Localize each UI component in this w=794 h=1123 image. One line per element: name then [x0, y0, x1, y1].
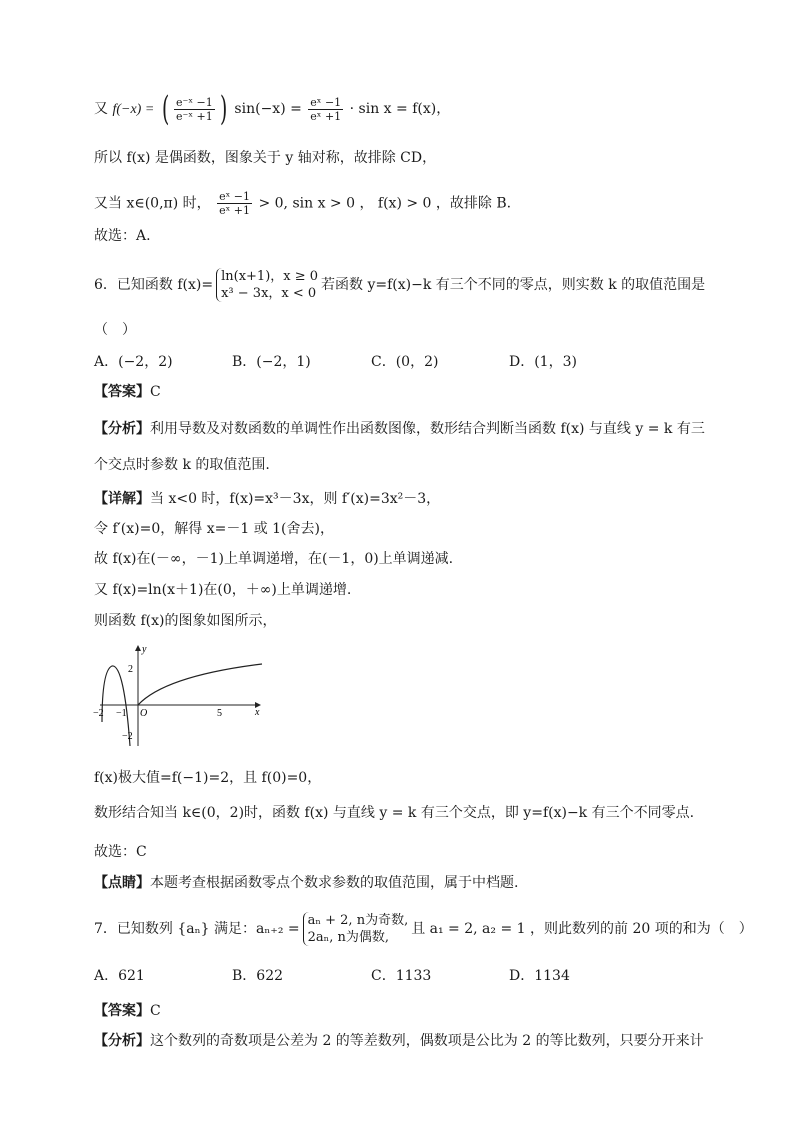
text-line: 所以 f(x) 是偶函数，图象关于 y 轴对称，故排除 CD，: [94, 150, 437, 166]
choice-c: C．1133: [371, 968, 432, 984]
choice-d: D．1134: [509, 968, 570, 984]
detail-line: 数形结合知当 k∈(0，2)时，函数 f(x) 与直线 y = k 有三个交点，即 y=f(x)−k 有三个不同零点.: [94, 805, 695, 821]
fraction: $\frac{\text{eˣ −1}}{\text{eˣ +1}}$: [310, 95, 342, 123]
detail-line: 故选：C: [94, 844, 147, 860]
detail-line: 令 f′(x)=0，解得 x=－1 或 1(舍去)，: [94, 521, 334, 537]
detail-line: 则函数 f(x)的图象如图所示，: [94, 613, 277, 629]
answer-line: 【答案】C: [94, 384, 161, 400]
choice-a: A．621: [94, 968, 145, 984]
formula-line-f-neg-x: 又 f(−x) = ( $\frac{\text{e⁻ˣ −1}}{\text{e⁻ˣ +1}}$ ) sin(−x) = $\frac{\text{eˣ −1}}{\text{eˣ +1}}$ · sin x = f(x)，: [94, 89, 451, 129]
function-graph: [90, 642, 270, 750]
analysis-line: 【分析】利用导数及对数函数的单调性作出函数图像，数形结合判断当函数 f(x) 与直线 y = k 有三: [94, 421, 705, 437]
choice-b: B．(−2，1): [232, 354, 311, 370]
log-branch: [138, 664, 262, 705]
detail-line: 又 f(x)=ln(x＋1)在(0，＋∞)上单调递增.: [94, 582, 352, 598]
tick-x-5: 5: [217, 708, 222, 719]
choice-a: A．(−2，2): [94, 354, 173, 370]
detail-line: f(x)极大值=f(−1)=2，且 f(0)=0，: [94, 770, 322, 786]
tick-x-neg2: −2: [93, 708, 104, 719]
fraction: $\frac{\text{eˣ −1}}{\text{eˣ +1}}$: [219, 190, 250, 217]
analysis-line: 【分析】这个数列的奇数项是公差为 2 的等差数列，偶数项是公比为 2 的等比数列，只要分开来计: [94, 1033, 704, 1049]
choice-b: B．622: [232, 968, 284, 984]
x-label: x: [255, 707, 260, 718]
piecewise-brace: ln(x+1)，x ≥ 0 x³ − 3x，x < 0: [216, 268, 318, 302]
choice-c: C．(0，2): [371, 354, 439, 370]
tick-y-neg2: −2: [122, 731, 133, 742]
detail-line: 【详解】当 x<0 时，f(x)=x³－3x，则 f′(x)=3x²－3，: [94, 491, 441, 507]
tick-y-2: 2: [128, 664, 133, 675]
question-6-paren: （ ）: [94, 322, 136, 338]
origin-label: O: [140, 708, 148, 719]
piecewise-brace: aₙ + 2, n为奇数, 2aₙ, n为偶数,: [303, 912, 409, 946]
text-line: 故选：A.: [94, 228, 151, 244]
question-6-stem: 6．已知函数 f(x)= ln(x+1)，x ≥ 0 x³ − 3x，x < 0 若函数 y=f(x)−k 有三个不同的零点，则实数 k 的取值范围是: [94, 269, 706, 301]
detail-line: 故 f(x)在(－∞，－1)上单调递增，在(－1，0)上单调递减.: [94, 551, 454, 567]
formula-line-positive: 又当 x∈(0,π) 时， $\frac{\text{eˣ −1}}{\text{eˣ +1}}$ > 0, sin x > 0 ， f(x) > 0 ，故排除 B.: [94, 190, 512, 217]
question-7-stem: 7．已知数列 {aₙ} 满足：aₙ₊₂ = aₙ + 2, n为奇数, 2aₙ, n为偶数, 且 a₁ = 2, a₂ = 1 ，则此数列的前 20 项的和为（ ）: [94, 913, 753, 945]
comment-line: 【点睛】本题考查根据函数零点个数求参数的取值范围，属于中档题.: [94, 875, 519, 891]
fraction: $\frac{\text{e⁻ˣ −1}}{\text{e⁻ˣ +1}}$: [176, 95, 213, 123]
answer-line: 【答案】C: [94, 1003, 161, 1019]
tick-x-neg1: −1: [116, 708, 127, 719]
analysis-line-2: 个交点时参数 k 的取值范围.: [94, 457, 270, 473]
y-label: y: [142, 644, 147, 655]
choice-d: D．(1，3): [509, 354, 577, 370]
